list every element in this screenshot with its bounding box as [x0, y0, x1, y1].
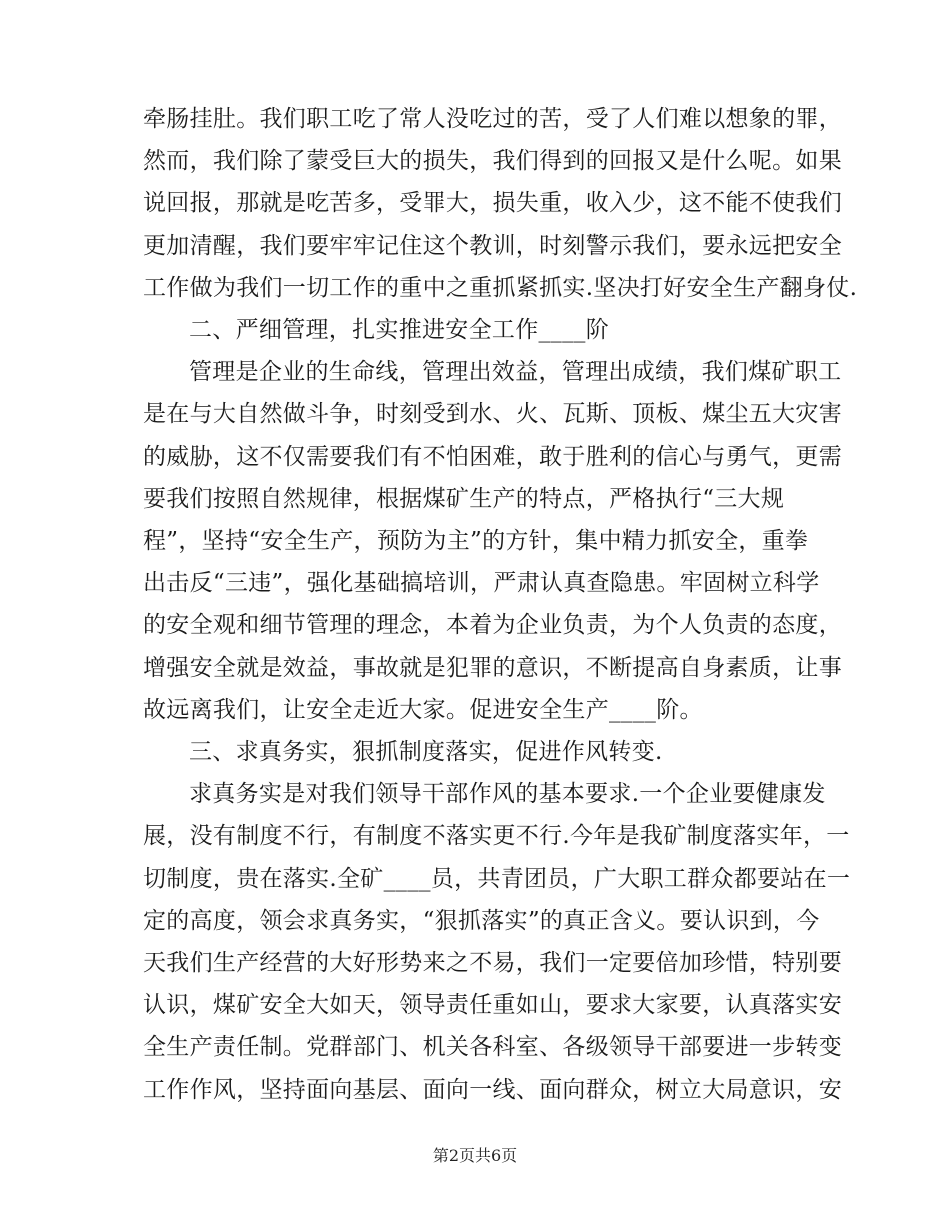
text-line-21: 天我们生产经营的大好形势来之不易，我们一定要倍加珍惜，特别要 — [143, 950, 842, 976]
paragraph-start-3: 求真务实是对我们领导干部作风的基本要求.一个企业要健康发 — [189, 781, 826, 807]
text-line-1: 牵肠挂肚。我们职工吃了常人没吃过的苦，受了人们难以想象的罪， — [143, 106, 842, 132]
text-line-12: 出击反“三违”，强化基础搞培训，严肃认真查隐患。牢固树立科学 — [143, 570, 820, 596]
text-line-22: 认识，煤矿安全大如天，领导责任重如山，要求大家要，认真落实安 — [143, 992, 842, 1018]
text-line-14: 增强安全就是效益，事故就是犯罪的意识，不断提高自身素质，让事 — [143, 655, 842, 681]
section-heading-2: 二、严细管理，扎实推进安全工作____阶 — [189, 317, 609, 343]
text-line-13: 的安全观和细节管理的理念，本着为企业负责，为个人负责的态度， — [143, 612, 842, 638]
text-line-18: 展，没有制度不行，有制度不落实更不行.今年是我矿制度落实年，一 — [143, 823, 850, 849]
text-line-8: 是在与大自然做斗争，时刻受到水、火、瓦斯、顶板、煤尘五大灾害 — [143, 401, 842, 427]
text-line-23: 全生产责任制。党群部门、机关各科室、各级领导干部要进一步转变 — [143, 1034, 842, 1060]
text-line-10: 要我们按照自然规律，根据煤矿生产的特点，严格执行“三大规 — [143, 486, 785, 512]
text-line-3: 说回报，那就是吃苦多，受罪大，损失重，收入少，这不能不使我们 — [143, 190, 842, 216]
text-line-11: 程”，坚持“安全生产，预防为主”的方针，集中精力抓安全，重拳 — [143, 528, 809, 554]
page-footer: 第2页共6页 — [432, 1146, 518, 1165]
text-line-5: 工作做为我们一切工作的重中之重抓紧抓实.坚决打好安全生产翻身仗. — [143, 275, 858, 301]
section-heading-3: 三、求真务实，狠抓制度落实，促进作风转变. — [189, 739, 663, 765]
paragraph-start-2: 管理是企业的生命线，管理出效益，管理出成绩，我们煤矿职工 — [189, 359, 842, 385]
text-line-9: 的威胁，这不仅需要我们有不怕困难，敢于胜利的信心与勇气，更需 — [143, 444, 842, 470]
text-line-4: 更加清醒，我们要牢牢记住这个教训，时刻警示我们，要永远把安全 — [143, 233, 842, 259]
text-line-15: 故远离我们，让安全走近大家。促进安全生产____阶。 — [143, 697, 703, 723]
text-line-20: 定的高度，领会求真务实，“狠抓落实”的真正含义。要认识到，今 — [143, 908, 820, 934]
text-line-24: 工作作风，坚持面向基层、面向一线、面向群众，树立大局意识，安 — [143, 1077, 842, 1103]
text-line-19: 切制度，贵在落实.全矿____员，共青团员，广大职工群众都要站在一 — [143, 866, 851, 892]
text-line-2: 然而，我们除了蒙受巨大的损失，我们得到的回报又是什么呢。如果 — [143, 148, 842, 174]
